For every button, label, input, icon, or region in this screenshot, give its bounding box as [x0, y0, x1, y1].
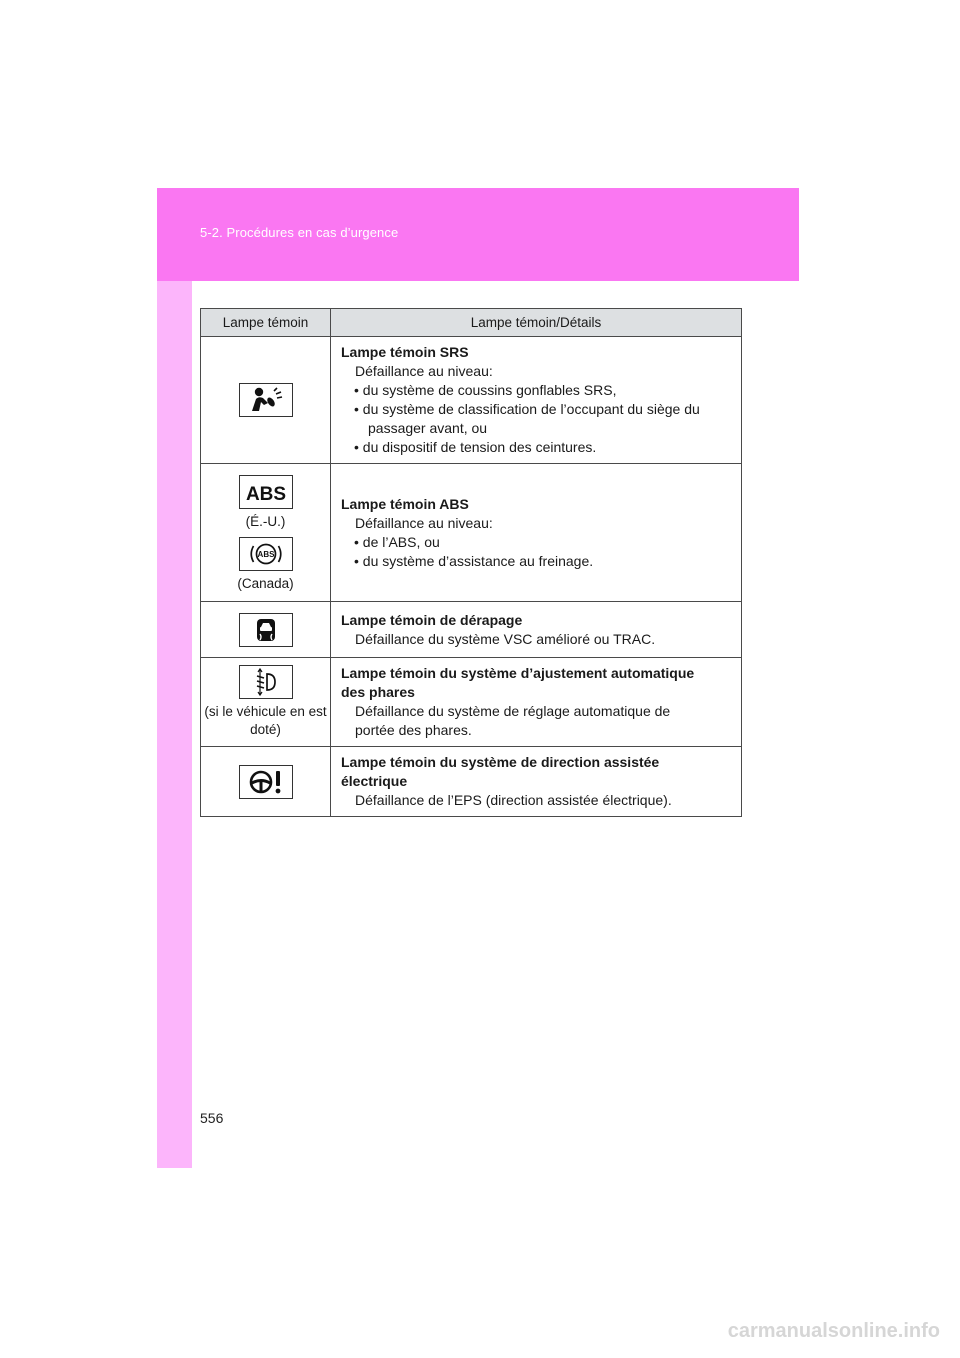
headlight-leveling-icon — [239, 665, 293, 699]
table-row-abs — [201, 464, 742, 602]
column-header-details: Lampe témoin/Détails — [331, 309, 742, 337]
table-row-headlight — [201, 658, 742, 747]
icon-cell — [201, 658, 331, 747]
column-header-lamp: Lampe témoin — [201, 309, 331, 337]
detail-line: portée des phares. — [355, 722, 472, 738]
detail-bullet: • du dispositif de tension des ceintures. — [354, 439, 597, 455]
abs-icon-text: ABS — [245, 483, 286, 505]
icon-caption-optional: (si le véhicule en est doté) — [204, 704, 327, 737]
detail-line: Défaillance au niveau: — [355, 514, 493, 531]
airbag-warning-icon — [239, 383, 293, 417]
detail-bullet: • du système de classification de l’occupant du siège du — [354, 401, 700, 417]
detail-line: Défaillance de l’EPS (direction assistée électrique). — [355, 792, 672, 808]
abs-circle-icon — [239, 537, 293, 571]
icon-caption-canada: (Canada) — [237, 575, 294, 591]
detail-cell — [331, 747, 742, 817]
detail-line: Défaillance du système de réglage automatique de — [355, 703, 671, 719]
detail-cell — [331, 602, 742, 658]
lamp-title: Lampe témoin ABS — [341, 495, 469, 512]
abs-text-icon — [239, 475, 293, 509]
table-row-skid — [201, 602, 742, 658]
detail-line: Défaillance au niveau: — [355, 363, 493, 379]
lamp-title-line-1: Lampe témoin du système de direction assistée — [341, 754, 660, 770]
table-row-srs — [201, 337, 742, 464]
lamp-title: Lampe témoin de dérapage — [341, 611, 523, 628]
lamp-title-line-2: électrique — [341, 773, 408, 789]
abs-circle-icon-text: ABS — [257, 549, 274, 559]
detail-cell — [331, 337, 742, 464]
lamp-title: Lampe témoin SRS — [341, 344, 469, 360]
skid-indicator-icon — [239, 613, 293, 647]
page-number: 556 — [200, 1110, 224, 1126]
icon-cell — [201, 464, 331, 602]
detail-bullet: • de l’ABS, ou — [354, 533, 440, 550]
icon-cell — [201, 602, 331, 658]
detail-cell — [331, 464, 742, 602]
icon-cell — [201, 747, 331, 817]
section-title: 5-2. Procédures en cas d’urgence — [200, 225, 399, 240]
detail-bullet: • du système d’assistance au freinage. — [354, 552, 594, 569]
table-header-row — [201, 309, 742, 337]
detail-line: Défaillance du système VSC amélioré ou TRAC. — [355, 630, 656, 647]
icon-caption-usa: (É.-U.) — [245, 513, 286, 529]
detail-bullet-continuation: passager avant, ou — [368, 420, 488, 436]
lamp-title-line-1: Lampe témoin du système d’ajustement automatique — [341, 665, 695, 681]
icon-cell — [201, 337, 331, 464]
detail-cell — [331, 658, 742, 747]
side-strip — [157, 188, 192, 1168]
watermark: carmanualsonline.info — [727, 1320, 940, 1342]
table-row-eps — [201, 747, 742, 817]
warning-lamp-table — [200, 308, 742, 817]
lamp-title-line-2: des phares — [341, 684, 415, 700]
detail-bullet: • du système de coussins gonflables SRS, — [354, 382, 617, 398]
eps-warning-icon — [239, 765, 293, 799]
